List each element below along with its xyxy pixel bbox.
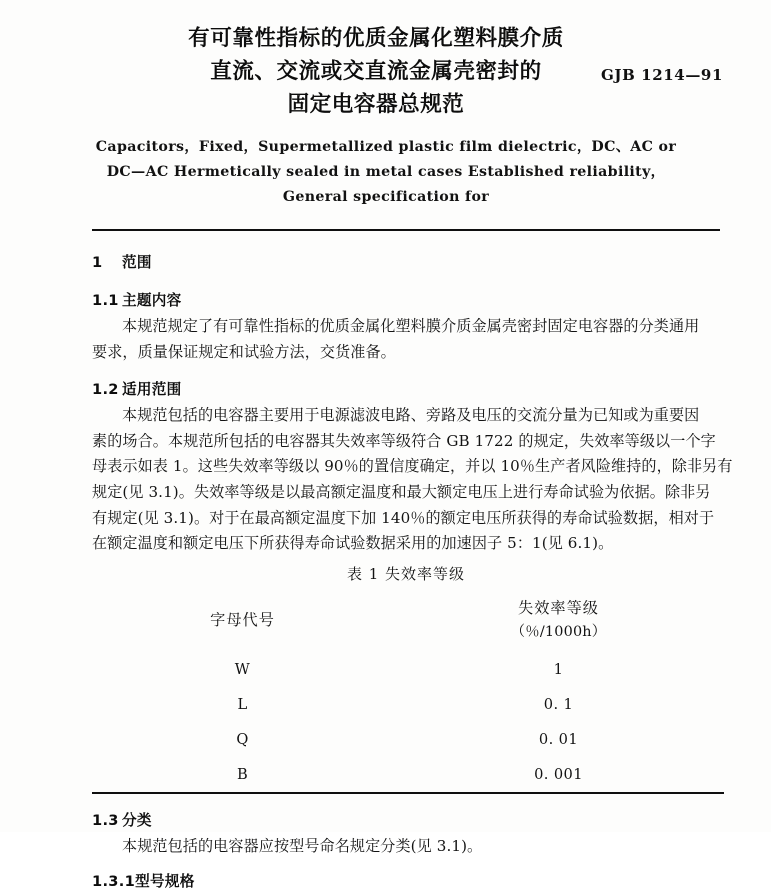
table-row	[92, 652, 724, 687]
document-header	[0, 22, 771, 210]
clause-heading-1-1	[92, 290, 720, 311]
title-line-1: 有可靠性指标的优质金属化塑料膜介质	[188, 26, 564, 51]
failure-rate-table	[92, 588, 724, 794]
paragraph-1-1-line-1: 本规范规定了有可靠性指标的优质金属化塑料膜介质金属壳密封固定电容器的分类通用	[122, 317, 700, 335]
clause-heading-1-3-1	[92, 871, 720, 892]
paragraph-1-2-line-6: 在额定温度和额定电压下所获得寿命试验数据采用的加速因子 5：1(见 6.1)。	[92, 534, 614, 553]
clause-title-1-3: 分类	[122, 811, 152, 829]
paragraph-1-3-line-1: 本规范包括的电容器应按型号命名规定分类(见 3.1)。	[122, 836, 483, 855]
clause-title-1-2: 适用范围	[122, 381, 182, 399]
clause-number-1-3: 1.3	[92, 811, 119, 829]
table-cell-code: L	[237, 695, 248, 713]
clause-number-1-2: 1.2	[92, 381, 119, 399]
paragraph-1-2	[92, 403, 733, 557]
standard-number: GJB 1214—91	[600, 66, 723, 84]
clause-title-1-1: 主题内容	[122, 292, 182, 309]
paragraph-1-2-line-2: 素的场合。本规范所包括的电容器其失效率等级符合 GB 1722 的规定，失效率等级以一个字	[92, 431, 716, 450]
table-row	[92, 687, 724, 722]
paragraph-1-2-line-5: 有规定(见 3.1)。对于在最高额定温度下加 140％的额定电压所获得的寿命试验数据，相对于	[92, 508, 715, 527]
paragraph-1-2-line-3: 母表示如表 1。这些失效率等级以 90％的置信度确定，并以 10％生产者风险维持的，除非另有	[92, 457, 733, 476]
paragraph-1-2-line-4: 规定(见 3.1)。失效率等级是以最高额定温度和最大额定电压上进行寿命试验为依据。除非另	[92, 482, 711, 501]
table-header-failure-rate-line1: 失效率等级	[518, 598, 599, 617]
table-cell-rate: 0. 01	[538, 730, 579, 748]
table-cell-rate: 0. 1	[543, 695, 574, 713]
header-divider-rule	[92, 229, 720, 231]
clause-number-1: 1	[92, 254, 103, 271]
english-line-1: Capacitors，Fixed，Supermetallized plastic film dielectric，DC、AC or	[95, 139, 677, 155]
paragraph-1-3	[92, 834, 720, 860]
title-line-3: 固定电容器总规范	[287, 92, 465, 117]
english-title	[86, 135, 686, 210]
english-line-2: DC—AC Hermetically sealed in metal cases Established reliability，	[106, 164, 666, 180]
clause-number-1-3-1: 1.3.1	[92, 873, 136, 891]
clause-heading-1-3	[92, 810, 720, 831]
table-header-failure-rate-units: （％/1000h）	[510, 623, 607, 640]
table-row	[92, 722, 724, 757]
table-cell-code: Q	[236, 730, 249, 748]
table-caption: 表 1 失效率等级	[346, 564, 466, 583]
table-row	[92, 757, 724, 793]
table-cell-rate: 0. 001	[534, 765, 583, 783]
table-cell-code: B	[236, 765, 249, 783]
table-header-row	[92, 588, 724, 652]
clause-title-1-3-1: 型号规格	[135, 873, 195, 891]
paragraph-1-1-line-2: 要求，质量保证规定和试验方法，交货准备。	[92, 342, 396, 361]
table-header-letter-code: 字母代号	[210, 610, 275, 629]
clause-number-1-1: 1.1	[92, 292, 119, 309]
clause-heading-1-2	[92, 379, 720, 400]
paragraph-1-1	[92, 314, 720, 365]
document-title	[96, 22, 656, 121]
title-line-2: 直流、交流或交直流金属壳密封的	[210, 59, 542, 84]
table-cell-code: W	[234, 660, 251, 678]
table-cell-rate: 1	[553, 660, 564, 678]
clause-title-1: 范围	[122, 254, 152, 271]
paragraph-1-2-line-1: 本规范包括的电容器主要用于电源滤波电路、旁路及电压的交流分量为已知或为重要因	[122, 406, 700, 425]
clause-heading-1	[92, 252, 720, 273]
english-line-3: General specification for	[282, 189, 490, 205]
table-header-failure-rate	[393, 588, 724, 652]
document-body	[92, 252, 733, 892]
